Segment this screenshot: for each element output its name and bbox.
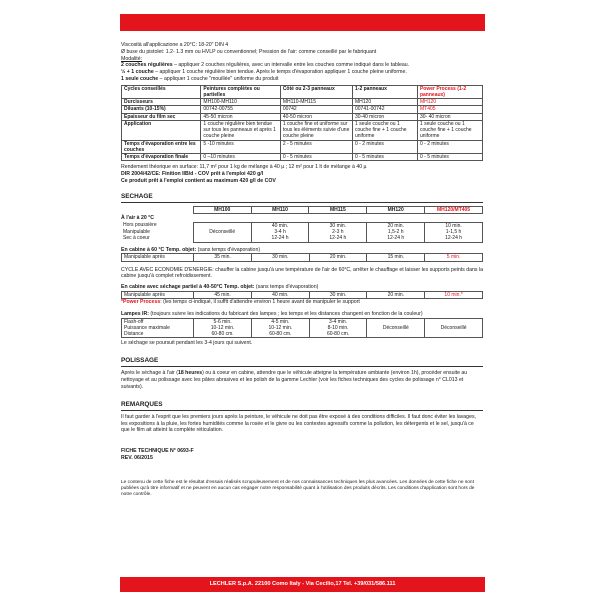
- power-note: *Power Process: (les temps ci-indiqué, il suffit d'attendre environ 1 heure avant de manipuler le support: [121, 299, 360, 306]
- sechage-title: SECHAGE: [121, 193, 483, 203]
- ir-cell: 4-5 min. 10-12 min. 60-80 cm.: [251, 318, 309, 338]
- modalite-single: 1 seule couche – appliquer 1 couche "mouillée" uniforme du produit: [121, 75, 279, 82]
- cycles-cell: 1 couche fine et uniforme sur tous les éléments suivie d'une couche pleine: [280, 120, 352, 140]
- cycles-cell: 5 -10 minutes: [201, 140, 280, 154]
- sechage-header-cell: MH100: [193, 206, 251, 213]
- cabin-table: [121, 253, 483, 261]
- cycles-header-row: [122, 85, 483, 99]
- cycles-cell: 2 - 5 minutes: [280, 140, 352, 154]
- cycles-cell: MH120: [417, 99, 482, 106]
- air-title: À l'air à 20 °C: [121, 215, 155, 222]
- cycles-row-label: Application: [122, 120, 201, 140]
- cycles-cell: 30-40 micron: [353, 113, 418, 120]
- cycles-cell: 0 - 5 minutes: [417, 154, 482, 161]
- air-row: [121, 222, 483, 242]
- ir-cell: 5-6 min. 10-12 min. 60-80 cm.: [194, 318, 252, 338]
- partial-table: [121, 291, 483, 299]
- yield-block: [121, 164, 483, 184]
- fiche-block: [121, 448, 483, 462]
- ir-cell: Déconseillé: [425, 318, 483, 338]
- modalite-title: Modalité:: [121, 55, 143, 62]
- cycles-row: [122, 99, 483, 106]
- cabin-cell: 15 min.: [367, 254, 425, 261]
- footer-bar: [120, 577, 485, 592]
- air-cell: Déconseillé: [193, 222, 251, 242]
- modalite-half: ½ + 1 couche – appliquer 1 couche régulière bien tendue. Après le temps d'évaporation appliquer 1 couche pleine uniforme.: [121, 69, 407, 75]
- intro-block: [121, 42, 483, 83]
- ir-cell: 3-4 min. 8-10 min. 60-80 cm.: [309, 318, 367, 338]
- cycles-row-label: Durcisseurs: [122, 99, 201, 106]
- cycles-cell: 0 –10 minutes: [201, 154, 280, 161]
- cycles-cell: 0 - 2 minutes: [417, 140, 482, 154]
- cycles-cell: 45-50 micron: [201, 113, 280, 120]
- cycles-table: [121, 85, 483, 162]
- header-red-bar: [120, 14, 485, 31]
- ir-row: [122, 318, 483, 338]
- sechage-header-cell: MH115: [309, 206, 367, 213]
- remarques-title: REMARQUES: [121, 401, 483, 411]
- ir-cell: Déconseillé: [367, 318, 425, 338]
- partial-cell: 40 min.: [251, 291, 309, 298]
- cycles-cell: MT405: [417, 106, 482, 113]
- cycles-row-label: Diluants (10-15%): [122, 106, 201, 113]
- sechage-header-cell: [121, 206, 193, 213]
- partial-cell: 45 min.: [194, 291, 252, 298]
- fiche-rev: REV. 06/2015: [121, 454, 153, 461]
- cycles-cell: 0 - 5 minutes: [353, 154, 418, 161]
- footer-address: LECHLER S.p.A. 22100 Como Italy - Via Cecilio,17 Tel. +39/031/586.111: [209, 580, 396, 587]
- remarques-text: Il faut garder à l'esprit que les premiers jours après la peinture, le véhicule ne doit pas être exposé à des conditions difficiles. Il faut donc éviter les lavages, les expositions à la pluie, les fortes humidités comme la rosée et le givre ou les contextes agressifs comme la pollution, les détergents et le sel, jusqu'à ce que le film ait atteint la complète réticulation.: [121, 413, 476, 434]
- cycles-cell: 1 couche régulière bien tendue sur tous les panneaux et après 1 couche pleine: [201, 120, 280, 140]
- cycles-row-label: Temps d'évaporation entre les couches: [122, 140, 201, 154]
- cycles-header-cell-power: Power Process (1-2 panneaux): [417, 85, 482, 99]
- cycles-row: [122, 106, 483, 113]
- cabin-cell-power: 5 min.: [425, 254, 483, 261]
- nozzle-text: Ø buse du pistolet: 1.2- 1.3 mm ou HVLP ou conventionnel; Pression de l'air: comme conseillé par le fabriquant: [121, 48, 377, 55]
- cycles-row: [122, 140, 483, 154]
- viscosity-text: Viscosità all'applicazione a 20°C: 18-20" DIN 4: [121, 42, 229, 48]
- cycles-row-label: Temps d'évaporation finale: [122, 154, 201, 161]
- cycles-row: [122, 120, 483, 140]
- partial-cell-power: 10 min.*: [425, 291, 483, 298]
- cycles-cell: MH100-MH110: [201, 99, 280, 106]
- air-cell: 30 min. 2-3 h 12-24 h: [309, 222, 367, 242]
- cabin-cell: 30 min.: [251, 254, 309, 261]
- air-cell: 20 min. 1,5-2 h 12-24 h: [367, 222, 425, 242]
- document-body: [121, 42, 483, 498]
- cycles-cell: 00742-00755: [201, 106, 280, 113]
- cycles-cell: MH110-MH115: [280, 99, 352, 106]
- cabin-title: En cabine à 60 °C Temp. objet: (sans temps d'évaporation): [121, 246, 261, 253]
- air-labels: Hors poussière Manipulable Sec à coeur: [123, 222, 157, 241]
- cycles-cell: 0 - 5 minutes: [280, 154, 352, 161]
- partial-cell: Manipulable après: [122, 291, 194, 298]
- cycles-header-cell: 1-2 panneaux: [353, 85, 418, 99]
- air-cell: 10 min. 1-1,5 h 12-24 h: [425, 222, 483, 242]
- ir-labels: Flash-off Puissance maximale Distance: [122, 318, 194, 338]
- cycles-header-cell: Cycles conseillés: [122, 85, 201, 99]
- disclaimer-text: Le contenu de cette fiche est le résultat d'essais réalisés scrupuleusement et de nos connaissances techniques les plus avancées. Les données de cette fiche ne sont publiées qu'à titre informatif et ne peuvent en aucun cas engager notre responsabilité quant à l'utilisation des produits décrits. Les conditions d'application sont hors de notre contrôle.: [121, 479, 475, 498]
- cycles-cell: 1 seule couche ou 1 couche fine + 1 couche uniforme: [353, 120, 418, 140]
- cov-text: Ce produit prêt à l'emploi contient au maximum 420 g/l de COV: [121, 177, 276, 184]
- cabin-cell: 20 min.: [309, 254, 367, 261]
- yield-text: Rendement théorique en surface: 11,7 m² pour 1 kg de mélange à 40 µ ; 12 m² pour 1 lt de mélange à 40 µ: [121, 164, 367, 171]
- cycles-cell: 00742: [280, 106, 352, 113]
- cycles-cell: 1 seule couche ou 1 couche fine + 1 couche uniforme: [417, 120, 482, 140]
- cycles-cell: 30- 40 micron: [417, 113, 482, 120]
- eco-text: CYCLE AVEC ECONOMIE D'ENERGIE: chauffer la cabine jusqu'à une température de l'air de 60°C, arrêter le chauffage et laisser les supports peints dans la cabine jusqu'à complet refroidissement.: [121, 266, 484, 280]
- continue-text: Le séchage se poursuit pendant les 3-4 jours qui suivent.: [121, 340, 253, 347]
- sechage-header-cell-power: MH120/MT405: [425, 206, 483, 213]
- sechage-table: [121, 206, 483, 214]
- ir-table: [121, 318, 483, 339]
- cabin-row: [122, 254, 483, 261]
- cycles-row: [122, 113, 483, 120]
- partial-title: En cabine avec séchage partiel à 40-50°C Temp. objet: (sans temps d'évaporation): [121, 284, 319, 291]
- sechage-header-cell: MH110: [251, 206, 309, 213]
- cycles-cell: MH120: [353, 99, 418, 106]
- cycles-header-cell: Côté ou 2-3 panneaux: [280, 85, 352, 99]
- cycles-cell: 00741-00742: [353, 106, 418, 113]
- cycles-cell: 40-50 micron: [280, 113, 352, 120]
- modalite-regular: 2 couches régulières – appliquer 2 couches régulières, avec un intervalle entre les couches comme indiqué dans le tableau.: [121, 62, 410, 69]
- polissage-title: POLISSAGE: [121, 357, 483, 367]
- cabin-cell: 35 min.: [194, 254, 252, 261]
- sechage-header-row: [121, 206, 483, 213]
- air-table: [121, 222, 483, 243]
- air-cell: 40 min. 3-4 h 12-24 h: [251, 222, 309, 242]
- cycles-header-cell: Peintures complètes ou partielles: [201, 85, 280, 99]
- polissage-text: Après le séchage à l'air (18 heures) ou à coeur en cabine, attendre que le véhicule atteigne la température ambiante (environ 1h), procéder ensuite au nettoyage et au polissage avec les pâtes abrasives et les polish de la gamme Lechler (voir les fiches techniques des cycles de polissage n° CL013 et suivants).: [121, 370, 468, 390]
- sechage-header-cell: MH120: [367, 206, 425, 213]
- ir-title: Lampes IR: (toujours suivre les indications du fabricant des lampes ; les temps et les distances changent en fonction de la couleur): [121, 310, 423, 317]
- cycles-row-label: Epaisseur du film sec: [122, 113, 201, 120]
- dir-text: DIR 2004/42/CE: Finition IIB/d - COV prêt à l'emploi 420 g/l: [121, 171, 264, 177]
- cycles-row: [122, 154, 483, 161]
- cabin-cell: Manipulable après: [122, 254, 194, 261]
- partial-cell: 30 min.: [309, 291, 367, 298]
- cycles-cell: 0 - 2 minutes: [353, 140, 418, 154]
- partial-row: [122, 291, 483, 298]
- partial-cell: 20 min.: [367, 291, 425, 298]
- fiche-number: FICHE TECHNIQUE N° 0693-F: [121, 448, 194, 455]
